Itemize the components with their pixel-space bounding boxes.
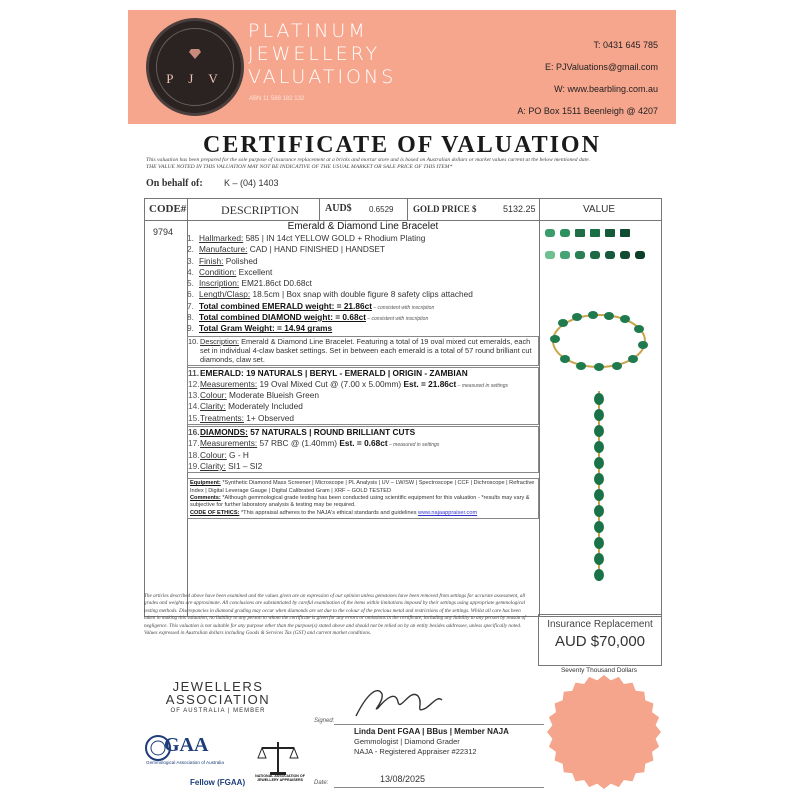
intro-note: This valuation has been prepared for the sole purpose of insurance replacement at a bricks and mortar store and is based on Australian dollars or market values current at the below mentioned date. THE VALUE NOTED IN THIS VALUATION MAY NOT BE INDICATIVE OF THE USUAL MARKET OR SALE PRICE OF THIS ITEM*: [146, 157, 590, 170]
phone: T: 0431 645 785: [593, 40, 658, 50]
naja-logo-text: NATIONAL ASSOCIATION OF JEWELLERY APPRAISERS: [255, 774, 305, 783]
on-behalf-label: On behalf of:: [146, 178, 203, 189]
value-header: VALUE: [583, 204, 616, 215]
bracelet-oval-photo: [550, 311, 648, 371]
website[interactable]: W: www.bearbling.com.au: [554, 84, 658, 94]
description-section: 10. Description: Emerald & Diamond Line Bracelet. Featuring a total of 19 oval mixed cut emeralds, each set in individual 4-claw basket settings. Set in between each emerald is a total of 57 round brilliant cut diamonds, claw set.: [187, 336, 539, 366]
equipment-notes: Equipment: *Synthetic Diamond Mass Screener | Microscope | PL Analysis | UV – LW/SW | Spectroscope | CCF | Dichroscope | Refractive Index | Digital Leverage Gauge | Digital Calibrated Gram | XRF – GOLD TESTED Comments: *Although gemmological grade testing has been conducted using scientific equipment for this valuation - *results may vary & subjective for further laboratory analysis & testing may be required. CODE OF ETHICS: *This appraisal adheres to the NAJA's ethical standards and guidelines www.najaappraiser.com: [187, 478, 539, 519]
table-header: [145, 199, 661, 221]
seal-stamp: [546, 674, 662, 790]
insurance-value-words: Seventy Thousand Dollars: [560, 667, 638, 674]
date-label: Date:: [314, 780, 329, 786]
signature: [348, 682, 448, 722]
brand-name: PLATINUM JEWELLERY VALUATIONS: [248, 20, 397, 88]
certificate-page: [128, 10, 676, 790]
diamond-section: 16.DIAMONDS: 57 NATURALS | ROUND BRILLIANT CUTS 17.Measurements: 57 RBC @ (1.40mm) Est. = 0.68ct – measured in settings 18.Colour: G - H 19.Clarity: SI1 – SI2: [187, 426, 539, 473]
email[interactable]: E: PJValuations@gmail.com: [544, 62, 658, 72]
diamond-weight: 8. Total combined DIAMOND weight: = 0.68ct – consistent with inscription: [187, 312, 429, 323]
pjv-logo: [146, 18, 244, 116]
emerald-section: 11.EMERALD: 19 NATURALS | BERYL - EMERALD | ORIGIN - ZAMBIAN 12.Measurements: 19 Oval Mixed Cut @ (7.00 x 5.00mm) Est. = 21.86ct – measured in settings 13.Colour: Moderate Blueish Green 14.Clarity: Moderately Included 15.Treatments: 1+ Observed: [187, 367, 539, 425]
aud-value: 0.6529: [369, 205, 394, 214]
contact-details: [517, 34, 658, 122]
association-member: OF AUSTRALIA | MEMBER: [170, 708, 266, 714]
appraiser-name: Linda Dent FGAA | BBus | Member NAJA: [354, 727, 509, 736]
appraiser-role: Gemmologist | Diamond Grader: [354, 737, 460, 746]
jewellers-association-logo: JEWELLERS ASSOCIATION: [165, 679, 271, 707]
gaa-full-name: Gemmological Association of Australia: [146, 760, 224, 765]
item-code: 9794: [153, 227, 174, 237]
bracelet-images: [539, 221, 661, 616]
on-behalf-value: K – (04) 1403: [224, 178, 279, 188]
header-banner: [128, 10, 676, 124]
code-header: CODE#: [149, 203, 187, 215]
bracelet-line-photo: [594, 391, 604, 581]
gold-price-value: 5132.25: [503, 204, 536, 214]
emerald-weight: 7. Total combined EMERALD weight: = 21.86ct – consistent with inscription: [187, 300, 435, 311]
diamond-icon: [189, 49, 201, 59]
gaa-logo: GAA: [164, 734, 209, 756]
disclaimer: The articles described above have been examined and the values given are an expression of our opinion unless gemstones have been removed from settings for accurate assessment, all grades and weights are approximate. All conclusions are substantiated by careful examination of the items within limitations imposed by their settings using appropriate gemmological testing methods. Discrepancies in diamond grading may occur when diamonds are set due to the colour of the precious metal and restrictions of the settings. Whilst all care has been taken in making this valuation, no liability to any person to whom the certificate is given for any errors or omissions in the certificate, including any liability to any person by reason of negligence. This valuation is not suitable for any purpose other than the purpose(s) stated above and should not be relied on by an entity besides addressee, unless specifically noted. Values expressed in Australian dollars including Goods & Services Tax (GST) and current market conditions.: [144, 593, 526, 637]
logo-letters: P J V: [166, 71, 224, 86]
item-title: Emerald & Diamond Line Bracelet: [287, 221, 439, 232]
naja-link[interactable]: www.najaappraiser.com: [418, 509, 478, 516]
address: A: PO Box 1511 Beenleigh @ 4207: [517, 106, 658, 116]
insurance-label: Insurance Replacement: [547, 619, 653, 630]
appraiser-registration: NAJA - Registered Appraiser #22312: [354, 747, 477, 756]
date-value: 13/08/2025: [380, 774, 426, 784]
insurance-replacement-box: [538, 614, 662, 666]
gold-price-label: GOLD PRICE $: [413, 204, 477, 214]
description-header: DESCRIPTION: [221, 203, 300, 217]
description-column: Emerald & Diamond Line Bracelet 1. Hallmarked: 585 | IN 14ct YELLOW GOLD + Rhodium Plating 2. Manufacture: CAD | HAND FINISHED | HANDSET 3. Finish: Polished 4. Condition: Excellent 5. Inscription: EM21.86ct D0.68ct 6. Length/Clasp: 18.5cm | Box snap with double figure 8 safety clips attached 7. Total combined EMERALD weight: = 21.86ct – consistent with inscription 8. Total combined DIAMOND weight: = 0.68ct – consistent with inscription 9. Total Gram Weight: = 14.94 grams 10. Description: Emerald & Diamond Line Bracelet. Featuring a total of 19 oval mixed cut emeralds, each set in individual 4-claw basket settings. Set in between each emerald is a total of 57 round brilliant cut diamonds, claw set. 11.EMERALD: 19 NATURALS | BERYL - EMERALD | ORIGIN - ZAMBIAN 12.Measurements: 19 Oval Mixed Cut @ (7.00 x 5.00mm) Est. = 21.86ct – measured in settings 13.Colour: Moderate Blueish Green 14.Clarity: Moderately Included 15.Treatments: 1+ Observed 16.DIAMONDS: 57 NATURALS | ROUND BRILLIANT CUTS 17.Measurements: 57 RBC @ (1.40mm) Est. = 0.68ct – measured in settings 18.Colour: G - H 19.Clarity: SI1 – SI2 Equipment: *Synthetic Diamond Mass Screener | Microscope | PL Analysis | UV – LW/SW | Spectroscope | CCF | Dichroscope | Refractive Index | Digital Leverage Gauge | Digital Calibrated Gram | XRF – GOLD TESTED Comments: *Although gemmological grade testing has been conducted using scientific equipment for this valuation - *results may vary & subjective for further laboratory analysis & testing may be required. CODE OF ETHICS: *This appraisal adheres to the NAJA's ethical standards and guidelines www.najaappraiser.com: [187, 221, 539, 519]
colour-grade-swatches: [545, 229, 645, 259]
gram-weight: 9. Total Gram Weight: = 14.94 grams: [187, 323, 333, 334]
insurance-value: AUD $70,000: [554, 633, 646, 650]
certificate-title: CERTIFICATE OF VALUATION: [203, 132, 601, 158]
value-column: [539, 221, 661, 621]
gaa-fellow: Fellow (FGAA): [190, 778, 246, 787]
scales-icon: [256, 738, 300, 778]
abn: ABN 11 588 182 132: [249, 96, 305, 102]
signed-label: Signed:: [314, 718, 335, 724]
aud-label: AUD$: [325, 203, 352, 214]
valuation-table: [144, 198, 662, 617]
